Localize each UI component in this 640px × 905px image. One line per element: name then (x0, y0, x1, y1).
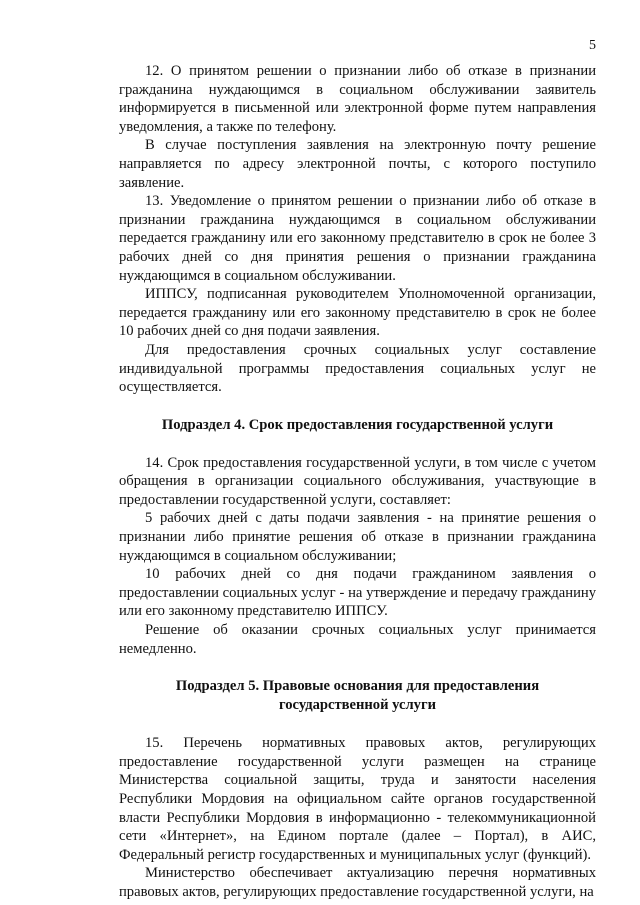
document-body (119, 62, 596, 902)
paragraph-email-decision: В случае поступления заявления на электронную почту решение направляется по адресу электронной почты, с которого поступило заявление. (119, 137, 596, 191)
section-heading-4: Подраздел 4. Срок предоставления государственной услуги (161, 416, 554, 433)
section-heading-5-line1: Подраздел 5. Правовые основания для предоставления (175, 678, 540, 695)
page-number: 5 (589, 38, 596, 53)
paragraph-14: 14. Срок предоставления государственной услуги, в том числе с учетом обращения в организации социального обслуживания, участвующие в предоставлении государственной услуги, составляет: (119, 454, 596, 508)
paragraph-ippsu: ИППСУ, подписанная руководителем Уполномоченной организации, передается гражданину или его законному представителю в срок не более 10 рабочих дней со дня подачи заявления. (119, 286, 596, 340)
paragraph-12: 12. О принятом решении о признании либо об отказе в признании гражданина нуждающимся в социальном обслуживании заявитель информируется в письменной или электронной форме путем направления уведомления, а также по телефону. (119, 63, 596, 135)
paragraph-urgent-decision: Решение об оказании срочных социальных услуг принимается немедленно. (119, 622, 596, 657)
paragraph-ministry: Министерство обеспечивает актуализацию перечня нормативных правовых актов, регулирующих предоставление государственной услуги, на (119, 865, 596, 900)
paragraph-urgent-services: Для предоставления срочных социальных услуг составление индивидуальной программы предоставления социальных услуг не осуществляется. (119, 341, 596, 396)
paragraph-13: 13. Уведомление о принятом решении о признании либо об отказе в признании гражданина нуждающимся в социальном обслуживании передается гражданину или его законному представителю в срок не более 3 рабочих дней со дня принятия решения о признании гражданина нуждающимся в социальном обслуживании. (119, 193, 596, 284)
paragraph-10-days: 10 рабочих дней со дня подачи гражданином заявления о предоставлении социальных услуг - на утверждение и передачу гражданину или его законному представителю ИППСУ. (119, 566, 596, 620)
section-heading-5-line2: государственной услуги (278, 697, 437, 714)
paragraph-15: 15. Перечень нормативных правовых актов, регулирующих предоставление государственной услуги размещен на странице Министерства социальной защиты, труда и занятости населения Республики Мордовия на официальном сайте органов государственной власти Республики Мордовия в информационно - телекоммуникационной сети «Интернет», на Едином портале (далее – Портал), в АИС, Федеральный регистр государственных и муниципальных услуг (функций). (119, 735, 596, 863)
paragraph-5-days: 5 рабочих дней с даты подачи заявления - на принятие решения о признании либо принятие решения об отказе в признании гражданина нуждающимся в социальном обслуживании; (119, 510, 596, 564)
